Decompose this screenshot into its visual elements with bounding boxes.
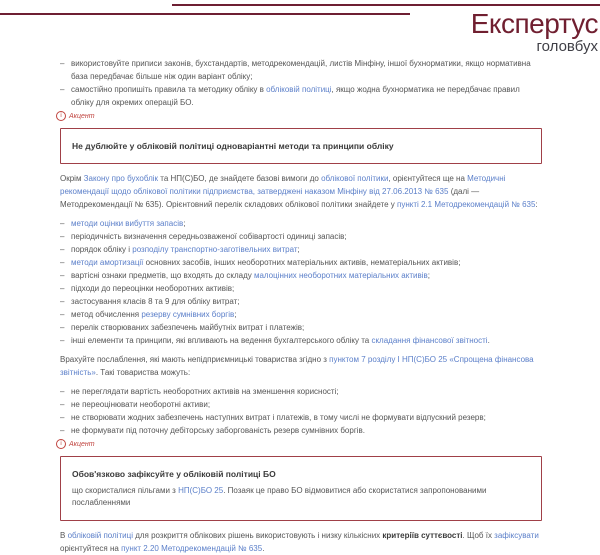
text-segment: самостійно пропишіть правила та методику обліку в: [71, 85, 267, 94]
list-item: [60, 282, 542, 295]
list-item: [60, 334, 542, 347]
bullet-text: [71, 83, 542, 109]
brand-subtitle: головбух: [536, 38, 598, 55]
text-segment: Окрім: [60, 174, 84, 183]
list-item: [60, 424, 542, 437]
text-segment: .: [262, 544, 265, 553]
bullet-text: [71, 269, 542, 282]
brand-logo: [471, 10, 598, 54]
bullet-text: [71, 295, 542, 308]
bullet-dash: –: [60, 85, 65, 94]
info-circle-icon: і: [56, 439, 66, 449]
inline-link[interactable]: Закону про бухоблік: [83, 174, 159, 183]
text-segment: перелік створюваних забезпечень майбутніх витрат і платежів;: [71, 323, 305, 332]
list-item: [60, 269, 542, 282]
bullet-text: [71, 217, 542, 230]
callout-box-no-duplicate: [60, 128, 542, 164]
text-segment: та НП(С)БО, де знайдете базові вимоги до: [158, 174, 322, 183]
inline-link[interactable]: методи амортизації: [71, 258, 144, 267]
bullet-dash: –: [60, 400, 65, 409]
bullet-dash: –: [60, 297, 65, 306]
text-segment: не створювати жодних забезпечень наступних витрат і платежів, в тому числі не формувати відпускний резерв;: [71, 413, 486, 422]
text-segment: що скористалися пільгами з: [72, 486, 179, 495]
paragraph-materiality-criteria: [60, 529, 542, 555]
inline-link[interactable]: пунктом 7 розділу І НП(С)БО 25 «Спрощена фінансова звітність»: [60, 355, 534, 377]
bullet-dash: –: [60, 387, 65, 396]
list-item: [60, 230, 542, 243]
bullet-dash: –: [60, 323, 65, 332]
bullet-dash: –: [60, 245, 65, 254]
akcent-marker: [56, 438, 542, 450]
header-rule-bottom: [0, 13, 410, 15]
text-segment: , орієнтуйтеся ще на: [388, 174, 468, 183]
inline-link[interactable]: резерву сумнівних боргів: [141, 310, 235, 319]
text-segment: вартісні ознаки предметів, що входять до складу: [71, 271, 254, 280]
callout-title: Обов'язково зафіксуйте у обліковій політиці БО: [72, 469, 276, 479]
bullet-dash: –: [60, 258, 65, 267]
bullet-list-reliefs: [60, 385, 542, 437]
list-item: [60, 321, 542, 334]
bullet-text: [71, 282, 542, 295]
bullet-dash: –: [60, 271, 65, 280]
text-segment: В: [60, 531, 68, 540]
text-segment: , якщо жодна бухнорматика не передбачає правил обліку для окремих операцій БО.: [71, 85, 520, 107]
bullet-text: [71, 256, 542, 269]
text-segment: використовуйте приписи законів, бухстандартів, методрекомендацій, листів Мінфіну, іншої бухнорматики, якщо нормативна база передбачає більше ніж один варіант обліку;: [71, 59, 531, 81]
text-segment: . Позаяк це право БО відмовитися або скористатися запропонованими послабленнями: [72, 486, 487, 507]
bullet-dash: –: [60, 232, 65, 241]
text-segment: порядок обліку і: [71, 245, 133, 254]
info-circle-icon: і: [56, 111, 66, 121]
header-rule-top: [172, 4, 600, 6]
text-segment: не переглядати вартість необоротних активів на зменшення корисності;: [71, 387, 339, 396]
inline-link[interactable]: зафіксувати: [494, 531, 539, 540]
callout-title: Не дублюйте у обліковій політиці одноваріантні методи та принципи обліку: [72, 141, 394, 151]
bullet-text: [71, 308, 542, 321]
bullet-text: [71, 230, 542, 243]
text-segment: метод обчислення: [71, 310, 142, 319]
text-segment: . Такі товариства можуть:: [95, 368, 191, 377]
bullet-text: [71, 57, 542, 83]
brand-title: Експертус: [470, 8, 598, 39]
inline-link[interactable]: облікової політики: [321, 174, 389, 183]
article-content: [60, 57, 542, 555]
bullet-text: [71, 321, 542, 334]
inline-link[interactable]: Методичні рекомендації щодо облікової політики підприємства, затверджені наказом Мінфіну від 27.06.2013 № 635: [60, 174, 506, 196]
text-segment: підходи до переоцінки необоротних активів;: [71, 284, 235, 293]
text-segment: критеріїв суттєвості: [382, 531, 463, 540]
list-item: [60, 57, 542, 83]
text-segment: основних засобів, інших необоротних матеріальних активів, нематеріальних активів;: [143, 258, 461, 267]
bullet-dash: –: [60, 413, 65, 422]
inline-link[interactable]: розподілу транспортно-заготівельних витрат: [132, 245, 298, 254]
bullet-dash: –: [60, 284, 65, 293]
text-segment: не переоцінювати необоротні активи;: [71, 400, 211, 409]
text-segment: ;: [297, 245, 300, 254]
list-item: [60, 83, 542, 109]
bullet-list-rules: [60, 57, 542, 109]
callout-box-mandatory-fix: [60, 456, 542, 521]
list-item: [60, 308, 542, 321]
bullet-text: [71, 385, 542, 398]
bullet-dash: –: [60, 310, 65, 319]
inline-link[interactable]: складання фінансової звітності: [371, 336, 488, 345]
text-segment: . Щоб їх: [462, 531, 495, 540]
bullet-dash: –: [60, 336, 65, 345]
text-segment: ;: [234, 310, 237, 319]
list-item: [60, 411, 542, 424]
text-segment: не формувати під поточну дебіторську заборгованість резерв сумнівних боргів.: [71, 426, 365, 435]
list-item: [60, 217, 542, 230]
akcent-marker: [56, 110, 542, 122]
list-item: [60, 256, 542, 269]
bullet-dash: –: [60, 59, 65, 68]
callout-body: [72, 485, 530, 509]
text-segment: ;: [427, 271, 430, 280]
bullet-text: [71, 398, 542, 411]
text-segment: .: [487, 336, 490, 345]
text-segment: Врахуйте послаблення, які мають непідприємницькі товариства згідно з: [60, 355, 330, 364]
text-segment: (далі —Методрекомендації № 635). Орієнтовний перелік складових облікової політики знайдете у: [60, 187, 480, 209]
text-segment: застосування класів 8 та 9 для обліку витрат;: [71, 297, 240, 306]
bullet-dash: –: [60, 219, 65, 228]
inline-link[interactable]: НП(С)БО 25: [178, 486, 224, 495]
list-item: [60, 243, 542, 256]
bullet-list-policy-components: [60, 217, 542, 347]
bullet-text: [71, 334, 542, 347]
inline-link[interactable]: пункт 2.20 Методрекомендацій № 635: [121, 544, 263, 553]
text-segment: ;: [183, 219, 186, 228]
text-segment: :: [535, 200, 538, 209]
page-header: [0, 0, 600, 57]
paragraph-methodrec-intro: [60, 172, 542, 211]
akcent-label: Акцент: [69, 440, 95, 448]
text-segment: для розкриття облікових рішень використовують і низку кількісних: [132, 531, 383, 540]
list-item: [60, 385, 542, 398]
text-segment: інші елементи та принципи, які впливають на ведення бухгалтерського обліку та: [71, 336, 372, 345]
inline-link[interactable]: малоцінних необоротних матеріальних активів: [253, 271, 428, 280]
list-item: [60, 398, 542, 411]
inline-link[interactable]: методи оцінки вибуття запасів: [71, 219, 184, 228]
inline-link[interactable]: пункті 2.1 Методрекомендацій № 635: [397, 200, 536, 209]
akcent-label: Акцент: [69, 112, 95, 120]
paragraph-reliefs-intro: [60, 353, 542, 379]
list-item: [60, 295, 542, 308]
text-segment: періодичність визначення середньозваженої собівартості одиниці запасів;: [71, 232, 347, 241]
inline-link[interactable]: обліковій політиці: [266, 85, 332, 94]
inline-link[interactable]: обліковій політиці: [67, 531, 133, 540]
bullet-text: [71, 243, 542, 256]
bullet-text: [71, 411, 542, 424]
bullet-text: [71, 424, 542, 437]
text-segment: орієнтуйтеся на: [60, 544, 122, 553]
bullet-dash: –: [60, 426, 65, 435]
